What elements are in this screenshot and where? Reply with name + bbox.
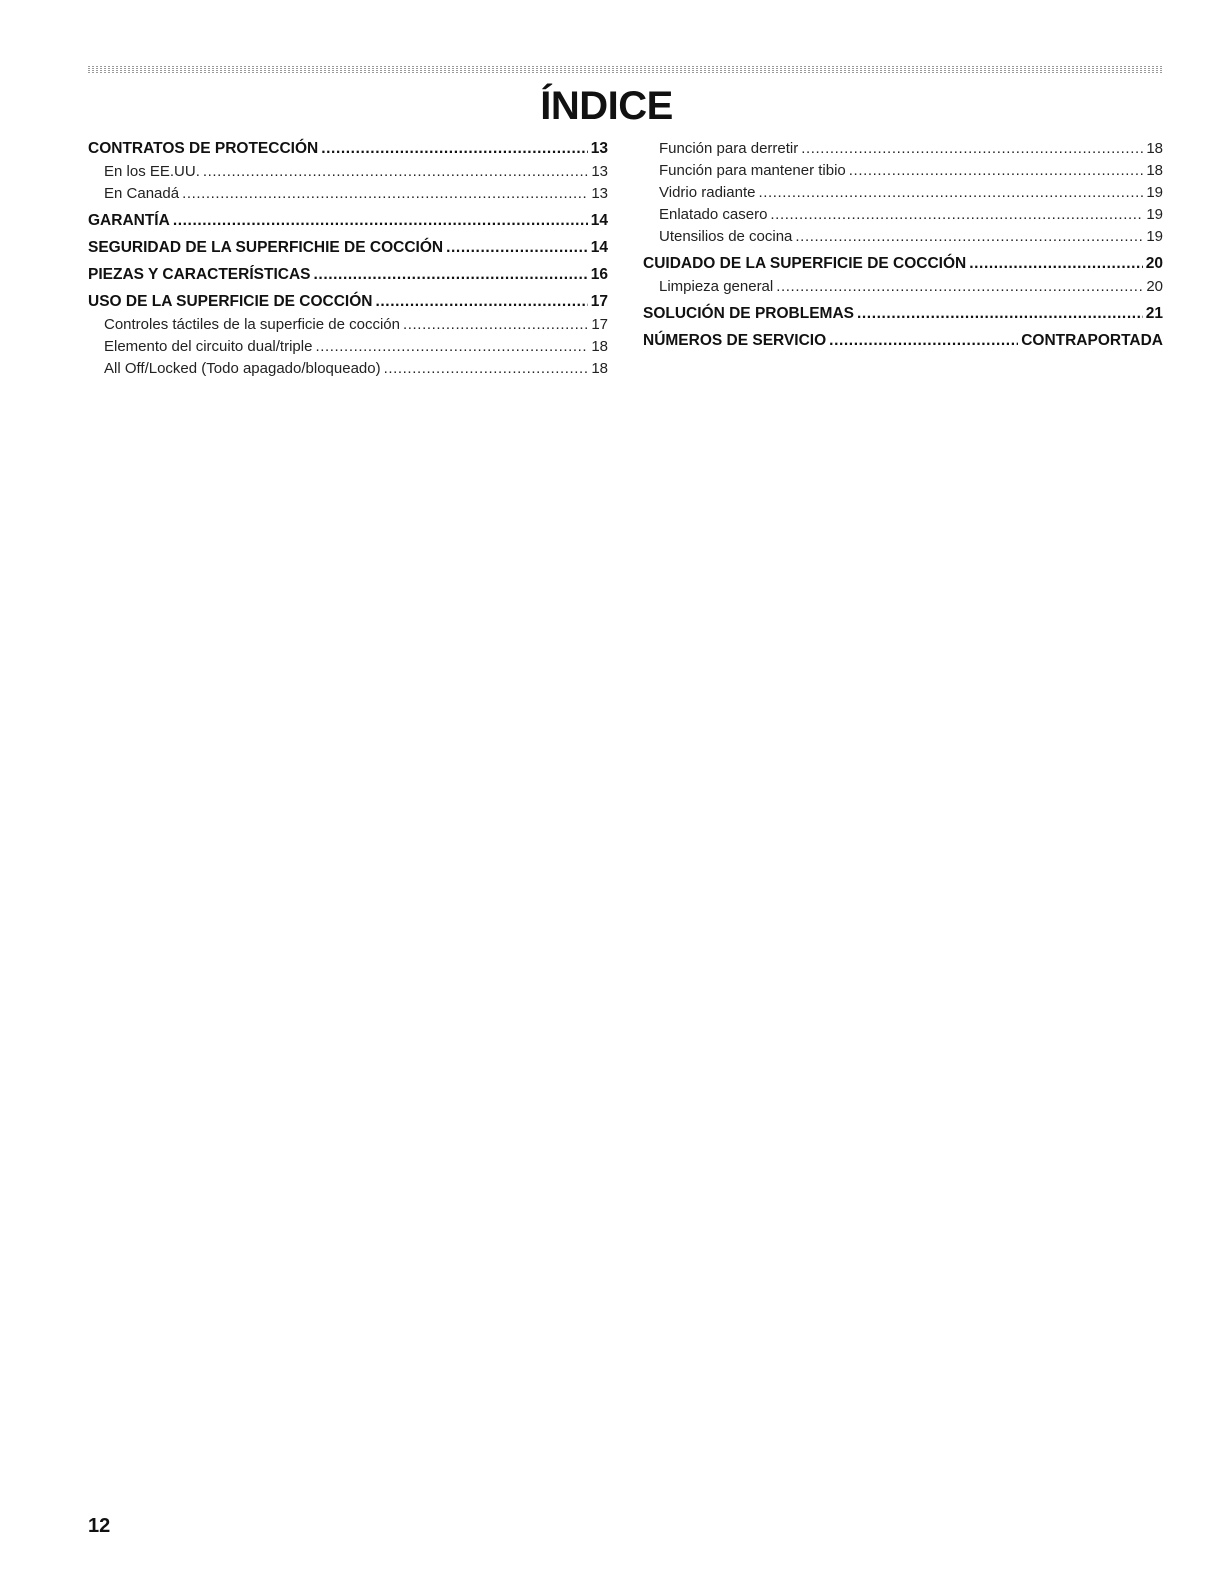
toc-entry-page: 19 — [1146, 228, 1163, 245]
dot-leader — [776, 276, 1143, 298]
dot-leader — [173, 210, 588, 232]
toc-entry-page: 20 — [1146, 278, 1163, 295]
toc-entry-label: SOLUCIÓN DE PROBLEMAS — [643, 305, 854, 322]
dot-leader — [795, 226, 1143, 248]
dot-leader — [384, 358, 589, 380]
toc-entry-label: Controles táctiles de la superficie de cocción — [104, 316, 400, 333]
toc-entry-page: 20 — [1145, 255, 1163, 272]
toc-entry-page: 14 — [590, 239, 608, 256]
toc-entry-page: 18 — [591, 338, 608, 355]
header-dotted-rule — [88, 66, 1163, 73]
toc-entry-page: 13 — [590, 140, 608, 157]
toc-subsection-entry[interactable] — [643, 276, 1163, 298]
toc-left-column — [88, 138, 608, 380]
page-number: 12 — [88, 1515, 111, 1537]
toc-entry-label: All Off/Locked (Todo apagado/bloqueado) — [104, 360, 381, 377]
toc-section-entry[interactable] — [88, 291, 608, 313]
dot-leader — [182, 183, 588, 205]
dot-leader — [857, 303, 1143, 325]
toc-subsection-entry[interactable] — [643, 138, 1163, 160]
toc-entry-label: CUIDADO DE LA SUPERFICIE DE COCCIÓN — [643, 255, 967, 272]
toc-entry-page: 18 — [1146, 140, 1163, 157]
toc-entry-label: Limpieza general — [659, 278, 774, 295]
dot-leader — [375, 291, 587, 313]
dot-leader — [770, 204, 1143, 226]
toc-entry-label: En los EE.UU. — [104, 163, 200, 180]
dot-leader — [403, 314, 588, 336]
toc-entry-page: 19 — [1146, 206, 1163, 223]
page-title: ÍNDICE — [540, 84, 673, 128]
toc-entry-page: 16 — [590, 266, 608, 283]
toc-entry-label: Utensilios de cocina — [659, 228, 793, 245]
dot-leader — [446, 237, 588, 259]
toc-entry-label: Función para derretir — [659, 140, 799, 157]
dot-leader — [801, 138, 1143, 160]
toc-section-entry[interactable] — [643, 303, 1163, 325]
toc-entry-page: 17 — [590, 293, 608, 310]
toc-entry-label: Vidrio radiante — [659, 184, 756, 201]
dot-leader — [829, 330, 1018, 352]
toc-entry-page: 17 — [591, 316, 608, 333]
toc-subsection-entry[interactable] — [88, 358, 608, 380]
dot-leader — [315, 336, 588, 358]
toc-section-entry[interactable] — [88, 237, 608, 259]
toc-subsection-entry[interactable] — [88, 314, 608, 336]
toc-section-entry[interactable] — [88, 210, 608, 232]
toc-entry-page: 19 — [1146, 184, 1163, 201]
toc-subsection-entry[interactable] — [88, 336, 608, 358]
toc-entry-label: Elemento del circuito dual/triple — [104, 338, 313, 355]
toc-section-entry[interactable] — [643, 330, 1163, 352]
toc-entry-label: USO DE LA SUPERFICIE DE COCCIÓN — [88, 293, 373, 310]
toc-entry-label: GARANTÍA — [88, 212, 170, 229]
dot-leader — [321, 138, 588, 160]
toc-section-entry[interactable] — [88, 264, 608, 286]
toc-subsection-entry[interactable] — [643, 160, 1163, 182]
dot-leader — [849, 160, 1144, 182]
toc-entry-page: 18 — [591, 360, 608, 377]
toc-entry-page: 14 — [590, 212, 608, 229]
toc-subsection-entry[interactable] — [88, 183, 608, 205]
toc-section-entry[interactable] — [643, 253, 1163, 275]
toc-entry-page: 13 — [591, 185, 608, 202]
toc-entry-page: CONTRAPORTADA — [1021, 332, 1163, 349]
toc-entry-label: SEGURIDAD DE LA SUPERFICHIE DE COCCIÓN — [88, 239, 444, 256]
toc-entry-page: 21 — [1145, 305, 1163, 322]
toc-section-entry[interactable] — [88, 138, 608, 160]
toc-subsection-entry[interactable] — [643, 226, 1163, 248]
toc-entry-label: PIEZAS Y CARACTERÍSTICAS — [88, 266, 311, 283]
toc-entry-label: CONTRATOS DE PROTECCIÓN — [88, 140, 319, 157]
toc-subsection-entry[interactable] — [643, 204, 1163, 226]
toc-entry-page: 13 — [591, 163, 608, 180]
dot-leader — [314, 264, 588, 286]
toc-subsection-entry[interactable] — [88, 161, 608, 183]
toc-entry-label: NÚMEROS DE SERVICIO — [643, 332, 827, 349]
toc-entry-label: En Canadá — [104, 185, 180, 202]
dot-leader — [969, 253, 1143, 275]
toc-entry-label: Función para mantener tibio — [659, 162, 846, 179]
toc-entry-label: Enlatado casero — [659, 206, 768, 223]
toc-right-column — [643, 138, 1163, 353]
toc-entry-page: 18 — [1146, 162, 1163, 179]
dot-leader — [203, 161, 588, 183]
dot-leader — [758, 182, 1143, 204]
toc-subsection-entry[interactable] — [643, 182, 1163, 204]
